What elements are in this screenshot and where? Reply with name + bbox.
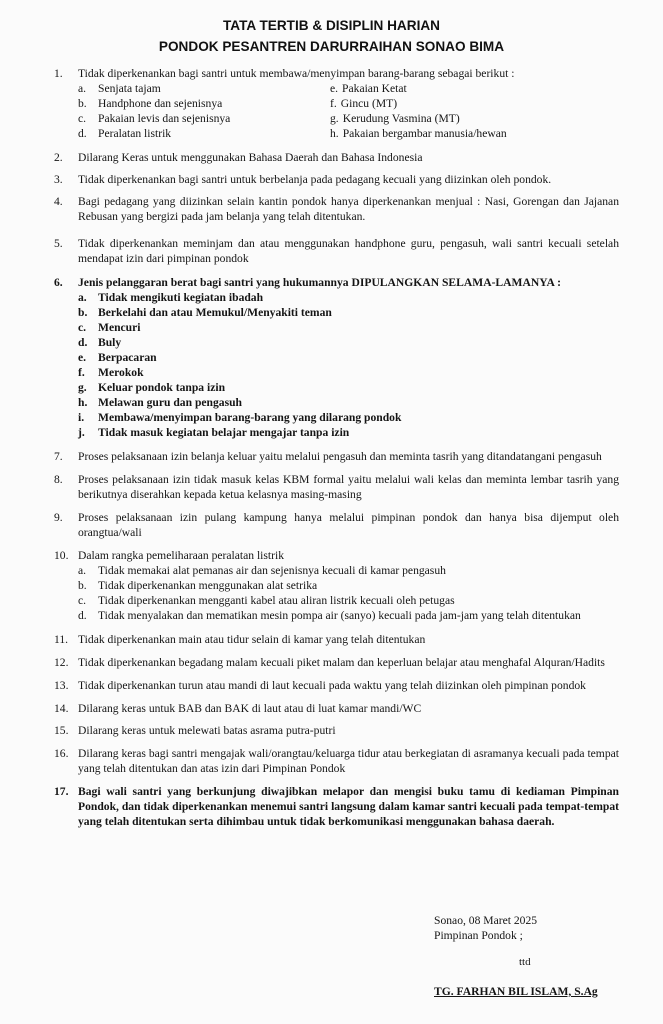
rule-number: 17. xyxy=(54,785,69,798)
rule-1 xyxy=(54,66,619,141)
list-item: a. Tidak memakai alat pemanas air dan sejenisnya kecuali di kamar pengasuh xyxy=(78,564,446,577)
list-item: c. Pakaian levis dan sejenisnya xyxy=(78,112,231,125)
signature-block xyxy=(434,913,537,943)
rule-number: 16. xyxy=(54,747,69,760)
list-item: j. Tidak masuk kegiatan belajar mengajar tanpa izin xyxy=(78,426,350,439)
rule-text: Tidak diperkenankan begadang malam kecuali piket malam dan keperluan belajar atau menghafal Alquran/Hadits xyxy=(78,656,605,669)
list-item: i. Membawa/menyimpan barang-barang yang dilarang pondok xyxy=(78,411,402,424)
prohibited-items-grid xyxy=(78,81,619,141)
rule-6 xyxy=(54,275,619,440)
rule-number: 10. xyxy=(54,549,69,562)
list-item: g. Kerudung Vasmina (MT) xyxy=(330,112,460,125)
list-item: f. Gincu (MT) xyxy=(330,97,398,110)
list-item: a. Tidak mengikuti kegiatan ibadah xyxy=(78,291,264,304)
rule-number: 7. xyxy=(54,450,63,463)
rule-13 xyxy=(54,678,619,693)
list-item: g. Keluar pondok tanpa izin xyxy=(78,381,226,394)
rule-14 xyxy=(54,701,619,716)
rule-number: 15. xyxy=(54,724,69,737)
rule-text: Tidak diperkenankan bagi santri untuk berbelanja pada pedagang kecuali yang diizinkan oleh pondok. xyxy=(78,173,552,186)
list-item: c. Mencuri xyxy=(78,321,141,334)
rule-2 xyxy=(54,150,619,165)
list-item: e. Pakaian Ketat xyxy=(330,82,407,95)
rule-text: Proses pelaksanaan izin pulang kampung hanya melalui pimpinan pondok dan hanya bisa dijemput oleh orangtua/wali xyxy=(78,511,619,539)
rule-text: Proses pelaksanaan izin belanja keluar yaitu melalui pengasuh dan meminta tasrih yang ditandatangani pengasuh xyxy=(78,450,602,463)
ttd-mark: ttd xyxy=(519,956,531,968)
list-item: d. Tidak menyalakan dan mematikan mesin pompa air (sanyo) kecuali pada jam-jam yang telah ditentukan xyxy=(78,609,581,622)
title-line-2: PONDOK PESANTREN DARURRAIHAN SONAO BIMA xyxy=(158,39,505,54)
rule-8 xyxy=(54,472,619,502)
rule-15 xyxy=(54,723,619,738)
rule-text: Proses pelaksanaan izin tidak masuk kelas KBM formal yaitu melalui wali kelas dan meminta lembar tasrih yang berikutnya diserahkan kepada ketua kelasnya masing-masing xyxy=(78,473,619,501)
rule-number: 6. xyxy=(54,276,63,289)
rule-12 xyxy=(54,655,619,670)
rule-text: Dilarang keras untuk BAB dan BAK di laut atau di luat kamar mandi/WC xyxy=(78,702,422,715)
list-item: b. Berkelahi dan atau Memukul/Menyakiti teman xyxy=(78,306,332,319)
rule-number: 3. xyxy=(54,173,63,186)
rule-text: Bagi wali santri yang berkunjung diwajibkan melapor dan mengisi buku tamu di kediaman Pimpinan Pondok, dan tidak diperkenankan menemui santri langsung dalam kamar santri kecuali pada tempat-tempat yang telah ditentukan serta dihimbau untuk tidak berkomunikasi menggunakan bahasa daerah. xyxy=(78,785,619,828)
electrical-list xyxy=(78,563,619,623)
list-item: a. Senjata tajam xyxy=(78,82,161,95)
rule-number: 9. xyxy=(54,511,63,524)
rule-number: 8. xyxy=(54,473,63,486)
rule-number: 14. xyxy=(54,702,69,715)
document-title xyxy=(0,15,663,57)
rule-16 xyxy=(54,746,619,776)
list-item: h. Pakaian bergambar manusia/hewan xyxy=(330,127,507,140)
violation-list xyxy=(78,290,619,440)
rule-7 xyxy=(54,449,619,464)
rule-number: 5. xyxy=(54,237,63,250)
rule-number: 11. xyxy=(54,633,69,646)
list-item: c. Tidak diperkenankan mengganti kabel atau aliran listrik kecuali oleh petugas xyxy=(78,594,455,607)
rule-text: Tidak diperkenankan meminjam dan atau menggunakan handphone guru, pengasuh, wali santri kecuali setelah mendapat izin dari pimpinan pondok xyxy=(78,237,619,265)
rule-text: Tidak diperkenankan turun atau mandi di laut kecuali pada waktu yang telah diizinkan oleh pimpinan pondok xyxy=(78,679,586,692)
list-item: d. Peralatan listrik xyxy=(78,127,172,140)
rule-text: Dilarang keras untuk melewati batas asrama putra-putri xyxy=(78,724,336,737)
rule-number: 13. xyxy=(54,679,69,692)
list-item: f. Merokok xyxy=(78,366,144,379)
place-date: Sonao, 08 Maret 2025 xyxy=(434,914,538,927)
rule-text: Dalam rangka pemeliharaan peralatan listrik xyxy=(78,549,285,562)
list-item: b. Tidak diperkenankan menggunakan alat setrika xyxy=(78,579,318,592)
rule-17 xyxy=(54,784,619,829)
rule-number: 2. xyxy=(54,151,63,164)
rule-text: Tidak diperkenankan bagi santri untuk membawa/menyimpan barang-barang sebagai berikut : xyxy=(78,67,515,80)
rule-text: Bagi pedagang yang diizinkan selain kantin pondok hanya diperkenankan menjual : Nasi, Gorengan dan Jajanan Rebusan yang bergizi pada jam belanja yang telah ditentukan. xyxy=(78,195,619,223)
title-line-1: TATA TERTIB & DISIPLIN HARIAN xyxy=(223,18,440,33)
rule-text: Tidak diperkenankan main atau tidur selain di kamar yang telah ditentukan xyxy=(78,633,426,646)
signer-name: TG. FARHAN BIL ISLAM, S.Ag xyxy=(434,985,598,998)
rule-11 xyxy=(54,632,619,647)
rule-number: 1. xyxy=(54,67,63,80)
rules-list xyxy=(54,66,619,829)
rule-3 xyxy=(54,172,619,187)
rule-10 xyxy=(54,548,619,623)
rule-text: Jenis pelanggaran berat bagi santri yang hukumannya DIPULANGKAN SELAMA-LAMANYA : xyxy=(78,276,562,289)
rule-number: 12. xyxy=(54,656,69,669)
rule-text: Dilarang Keras untuk menggunakan Bahasa Daerah dan Bahasa Indonesia xyxy=(78,151,423,164)
list-item: b. Handphone dan sejenisnya xyxy=(78,97,223,110)
rule-number: 4. xyxy=(54,195,63,208)
list-item: d. Buly xyxy=(78,336,122,349)
list-item: e. Berpacaran xyxy=(78,351,157,364)
rule-text: Dilarang keras bagi santri mengajak wali/orangtau/keluarga tidur atau berkegiatan di asramanya kecuali pada tempat yang telah ditentukan dan atas izin dari Pimpinan Pondok xyxy=(78,747,619,775)
rule-4 xyxy=(54,194,619,224)
rule-5 xyxy=(54,236,619,266)
rule-9 xyxy=(54,510,619,540)
list-item: h. Melawan guru dan pengasuh xyxy=(78,396,242,409)
signer-role: Pimpinan Pondok ; xyxy=(434,929,523,942)
